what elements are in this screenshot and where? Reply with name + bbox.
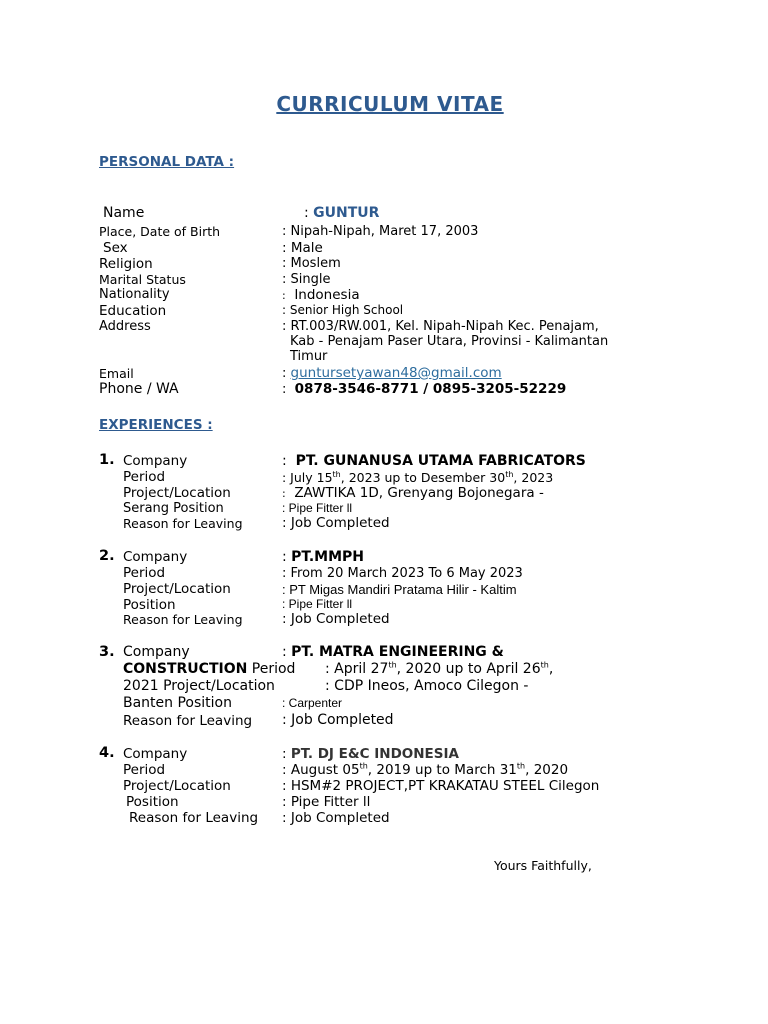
exp1-period-sup2: th — [505, 469, 514, 479]
exp1-period-sup1: th — [332, 469, 341, 479]
exp1-project-value: : ZAWTIKA 1D, Grenyang Bojonegara - — [282, 485, 544, 501]
pob-value: : Nipah-Nipah, Maret 17, 2003 — [282, 224, 479, 239]
exp1-position-label: Serang Position — [123, 501, 224, 516]
exp2-project-value: : PT Migas Mandiri Pratama Hilir - Kaltim — [282, 582, 517, 597]
exp2-company-label: Company — [123, 549, 188, 565]
address-line-3: Timur — [290, 349, 328, 364]
email-link[interactable]: guntursetyawan48@gmail.com — [290, 365, 502, 381]
exp3-project-value: : CDP Ineos, Amoco Cilegon - — [325, 678, 529, 694]
exp4-period-sup1: th — [359, 761, 368, 771]
education-label: Education — [99, 303, 167, 319]
exp1-project-label: Project/Location — [123, 485, 231, 501]
phone-text: 0878-3546-8771 / 0895-3205-52229 — [294, 381, 567, 397]
exp3-project-label — [123, 678, 275, 694]
exp2-period-value: : From 20 March 2023 To 6 May 2023 — [282, 566, 523, 581]
exp4-period-b: , 2019 up to March 31 — [367, 762, 517, 778]
exp3-company-text: PT. MATRA ENGINEERING & — [291, 644, 504, 660]
address-label: Address — [99, 319, 151, 334]
exp2-position-value: : Pipe Fitter ll — [282, 597, 353, 611]
exp3-period-year: 2021 — [123, 678, 159, 694]
exp2-company-value: : PT.MMPH — [282, 549, 365, 565]
exp4-project-label: Project/Location — [123, 778, 231, 794]
exp4-period-c: , 2020 — [525, 762, 569, 778]
exp1-number: 1. — [99, 452, 115, 468]
exp3-position-label: Banten Position — [123, 695, 232, 711]
phone-label: Phone / WA — [99, 381, 179, 397]
exp1-project-text: ZAWTIKA 1D, Grenyang Bojonegara - — [294, 485, 544, 501]
exp3-reason-value: : Job Completed — [282, 712, 394, 728]
exp4-period-a: : August 05 — [282, 762, 360, 778]
phone-value: : 0878-3546-8771 / 0895-3205-52229 — [282, 381, 567, 397]
exp4-company-label: Company — [123, 746, 188, 762]
sex-value: : Male — [282, 240, 323, 256]
exp3-period-a: : April 27 — [325, 661, 389, 677]
exp2-company-text: PT.MMPH — [291, 549, 365, 565]
religion-value: : Moslem — [282, 256, 341, 271]
marital-label: Marital Status — [99, 272, 186, 287]
exp4-reason-label: Reason for Leaving — [129, 810, 259, 826]
exp3-company-cont — [123, 661, 295, 677]
exp2-reason-label: Reason for Leaving — [123, 612, 243, 627]
personal-data-heading: PERSONAL DATA : — [99, 154, 235, 170]
exp4-company-text: PT. DJ E&C INDONESIA — [290, 746, 459, 762]
marital-value: : Single — [282, 272, 331, 287]
nationality-text: Indonesia — [294, 287, 360, 303]
exp1-company-label: Company — [123, 453, 188, 469]
exp3-period-c: , — [548, 661, 554, 677]
exp4-period-value — [282, 762, 568, 778]
exp3-period-label: Period — [251, 661, 296, 677]
exp3-period-sup2: th — [540, 660, 549, 670]
exp4-company-value: : PT. DJ E&C INDONESIA — [282, 746, 459, 762]
exp2-period-label: Period — [123, 565, 166, 581]
exp1-period-b: , 2023 up to Desember 30 — [340, 470, 506, 485]
name-label: Name — [103, 205, 145, 221]
sex-label: Sex — [103, 240, 128, 256]
exp2-project-label: Project/Location — [123, 581, 231, 597]
exp1-company-text: PT. GUNANUSA UTAMA FABRICATORS — [295, 453, 586, 469]
address-line-1: : RT.003/RW.001, Kel. Nipah-Nipah Kec. Penajam, — [282, 319, 599, 334]
exp1-period-value — [282, 470, 553, 485]
email-label: Email — [99, 366, 134, 381]
exp1-reason-label: Reason for Leaving — [123, 516, 243, 531]
exp4-reason-value: : Job Completed — [282, 810, 390, 826]
exp3-company-value: : PT. MATRA ENGINEERING & — [282, 644, 504, 660]
exp4-position-value: : Pipe Fitter ll — [282, 794, 371, 810]
exp3-reason-label: Reason for Leaving — [123, 713, 253, 729]
exp2-number: 2. — [99, 548, 115, 564]
exp2-position-label: Position — [123, 597, 176, 613]
pob-label: Place, Date of Birth — [99, 224, 221, 239]
exp4-period-sup2: th — [516, 761, 526, 771]
closing-text: Yours Faithfully, — [494, 858, 592, 873]
exp1-company-value: : PT. GUNANUSA UTAMA FABRICATORS — [282, 453, 586, 469]
exp3-period-value — [325, 661, 553, 677]
exp3-position-value: : Carpenter — [282, 696, 343, 710]
exp1-position-value: : Pipe Fitter ll — [282, 501, 353, 515]
exp3-number: 3. — [99, 644, 115, 660]
nationality-value: : Indonesia — [282, 287, 360, 303]
exp4-project-value: : HSM#2 PROJECT,PT KRAKATAU STEEL Cilegon — [282, 778, 600, 794]
religion-label: Religion — [99, 256, 153, 272]
exp1-reason-value: : Job Completed — [282, 515, 390, 531]
education-value: : Senior High School — [282, 303, 404, 317]
exp4-period-label: Period — [123, 762, 166, 778]
name-value: : GUNTUR — [304, 205, 380, 221]
exp3-period-sup1: th — [388, 660, 397, 670]
nationality-label: Nationality — [99, 287, 170, 302]
exp3-company-cont-text: CONSTRUCTION — [123, 661, 248, 677]
exp2-reason-value: : Job Completed — [282, 611, 390, 627]
page-title: CURRICULUM VITAE — [276, 92, 504, 116]
email-value: : guntursetyawan48@gmail.com — [282, 365, 502, 381]
exp3-period-b: , 2020 up to April 26 — [396, 661, 541, 677]
address-line-2: Kab - Penajam Paser Utara, Provinsi - Kalimantan — [290, 334, 609, 349]
exp3-project-label-text: Project/Location — [163, 678, 275, 694]
exp4-number: 4. — [99, 745, 115, 761]
exp4-position-label: Position — [126, 794, 179, 810]
exp1-period-a: : July 15 — [282, 470, 333, 485]
name-text: GUNTUR — [313, 205, 380, 221]
exp3-company-label: Company — [123, 644, 190, 660]
exp1-period-label: Period — [123, 469, 166, 485]
exp1-period-c: , 2023 — [513, 470, 554, 485]
experiences-heading: EXPERIENCES : — [99, 417, 213, 433]
